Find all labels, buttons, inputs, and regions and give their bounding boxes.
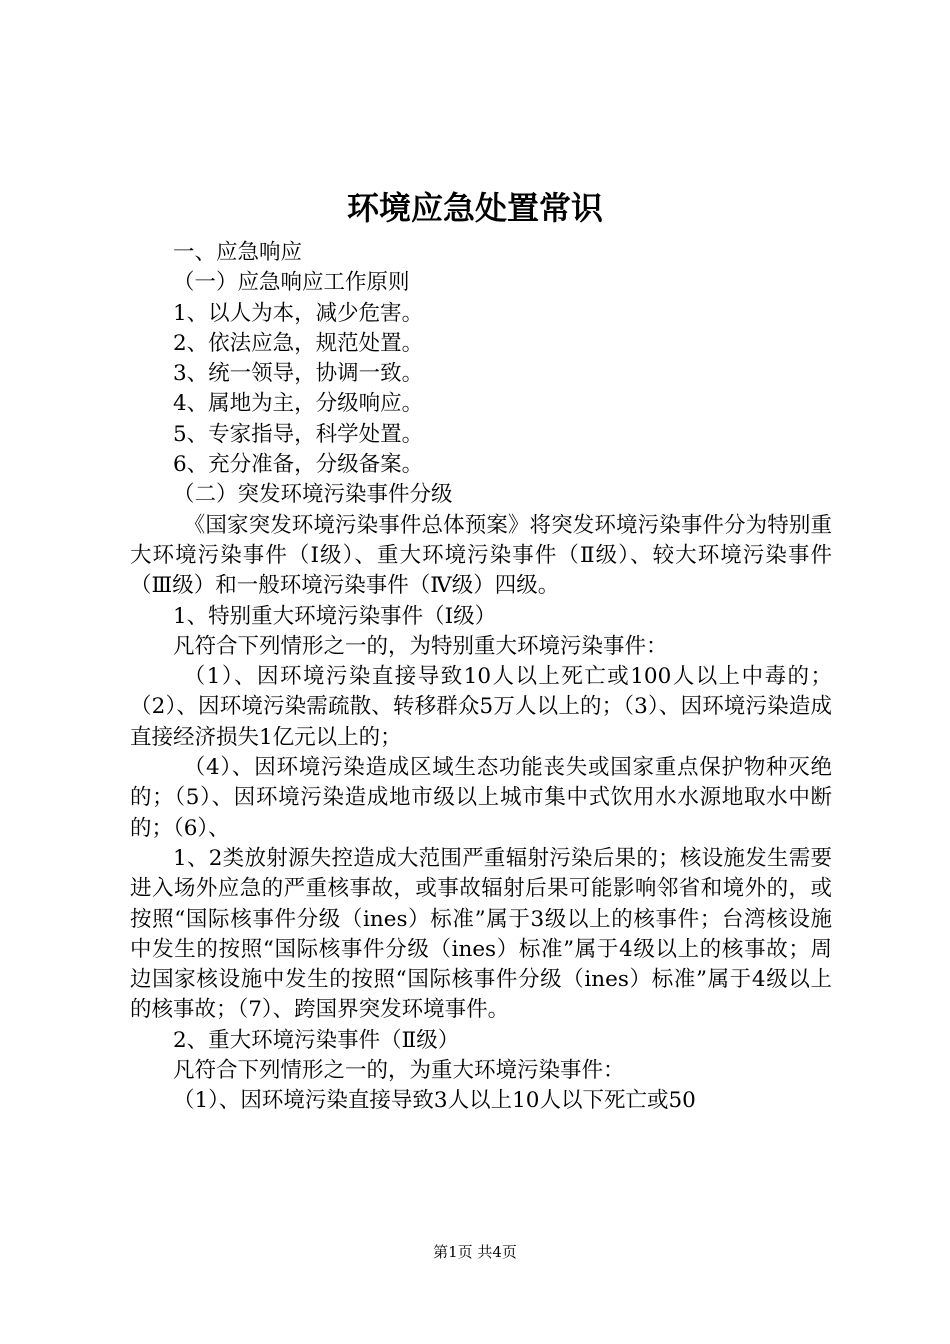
paragraph-level-1-criteria-intro: 凡符合下列情形之一的，为特别重大环境污染事件： (173, 633, 668, 659)
principle-item-2: 2、依法应急，规范处置。 (173, 330, 424, 356)
page-footer: 第1页 共4页 (433, 1243, 517, 1261)
principle-item-5: 5、专家指导，科学处置。 (173, 421, 424, 447)
principle-item-1: 1、以人为本，减少危害。 (173, 300, 424, 326)
subsection-heading-classification: （二）突发环境污染事件分级 (173, 482, 453, 508)
section-heading-emergency-response: 一、应急响应 (173, 240, 303, 265)
heading-level-1-event: 1、特别重大环境污染事件（Ⅰ级） (173, 603, 497, 629)
subsection-heading-principles: （一）应急响应工作原则 (173, 270, 410, 296)
principle-item-4: 4、属地为主，分级响应。 (173, 391, 424, 417)
heading-level-2-event: 2、重大环境污染事件（Ⅱ级） (173, 1027, 460, 1053)
paragraph-level-2-criteria-1: （1）、因环境污染直接导致3人以上10人以下死亡或50 (173, 1088, 696, 1114)
paragraph-level-1-criteria-1-3: （1）、因环境污染直接导致10人以上死亡或100人以上中毒的；（2）、因环境污染需疏散、转移群众5万人以上的；（3）、因环境污染造成直接经济损失1亿元以上的； (130, 664, 832, 750)
principle-item-6: 6、充分准备，分级备案。 (173, 452, 424, 478)
paragraph-classification-intro: 《国家突发环境污染事件总体预案》将突发环境污染事件分为特别重大环境污染事件（Ⅰ级）、重大环境污染事件（Ⅱ级）、较大环境污染事件（Ⅲ级）和一般环境污染事件（Ⅳ级）四级。 (130, 512, 832, 599)
document-body (130, 238, 832, 1117)
document-title: 环境应急处置常识 (346, 189, 603, 227)
paragraph-level-2-criteria-intro: 凡符合下列情形之一的，为重大环境污染事件： (173, 1058, 625, 1084)
paragraph-level-1-criteria-nuclear: 1、2类放射源失控造成大范围严重辐射污染后果的；核设施发生需要进入场外应急的严重核事故，或事故辐射后果可能影响邻省和境外的，或按照“国际核事件分级（ines）标准”属于3级以上的核事件；台湾核设施中发生的按照“国际核事件分级（ines）标准”属于4级以上的核事故；周边国家核设施中发生的按照“国际核事件分级（ines）标准”属于4级以上的核事故；（7）、跨国界突发环境事件。 (130, 845, 832, 1023)
paragraph-level-1-criteria-4-6: （4）、因环境污染造成区域生态功能丧失或国家重点保护物种灭绝的；（5）、因环境污染造成地市级以上城市集中式饮用水水源地取水中断的；（6）、 (130, 755, 832, 841)
principle-item-3: 3、统一领导，协调一致。 (173, 361, 424, 387)
